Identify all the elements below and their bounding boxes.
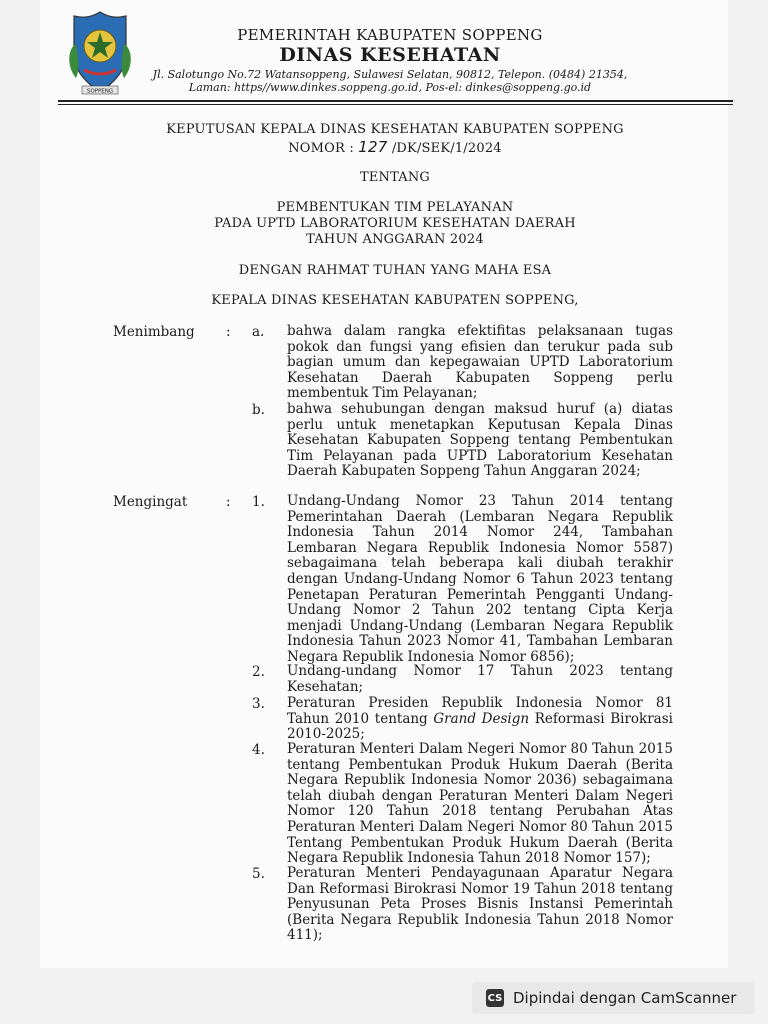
menimbang-mark-b: b. [252,402,265,418]
agency-web-email: Laman: https//www.dinkes.soppeng.go.id, Pos-el: dinkes@soppeng.go.id [188,81,592,94]
mengingat-item-1: Undang-Undang Nomor 23 Tahun 2014 tentang Pemerintahan Daerah (Lembaran Negara Republik Indonesia Tahun 2014 Nomor 244, Tambahan Lembaran Negara Republik Indonesia Nomor 5587) sebagaimana telah beberapa kali diubah terakhir dengan Undang-Undang Nomor 6 Tahun 2023 tentang Penetapan Peraturan Pemerintah Pengganti Undang-Undang Nomor 2 Tahun 202 tentang Cipta Kerja menjadi Undang-Undang (Lembaran Negara Republik Indonesia Tahun 2023 Nomor 41, Tambahan Lembaran Negara Republik Indonesia Nomor 6856); [287,493,673,665]
menimbang-mark-a: a. [252,324,265,340]
item-3-text-start: Peraturan Presiden Republik Indonesia Nomor 81 Tahun 2010 tentang [287,695,673,727]
agency-address: Jl. Salotungo No.72 Watansoppeng, Sulawesi Selatan, 90812, Telepon. (0484) 21354, [152,68,628,81]
item-3-text-end: Reformasi Birokrasi 2010-2025; [287,710,673,743]
menimbang-item-a: bahwa dalam rangka efektifitas pelaksanaan tugas pokok dan fungsi yang efisien dan terukur pada sub bagian umum dan kepegawaian UPTD Laboratorium Kesehatan Daerah Kabupaten Soppeng perlu membentuk Tim Pelayanan; [287,323,673,402]
letterhead [140,26,640,94]
subject-line-2: PADA UPTD LABORATORIUM KESEHATAN DAERAH [214,216,576,231]
item-3-italic-term: Grand Design [433,710,530,727]
camscanner-watermark [472,982,754,1014]
camscanner-icon: CS [486,989,504,1007]
kepala-line: KEPALA DINAS KESEHATAN KABUPATEN SOPPENG, [211,293,579,308]
mengingat-mark-3: 3. [252,696,265,712]
rahmat-line: DENGAN RAHMAT TUHAN YANG MAHA ESA [238,263,552,278]
menimbang-colon: : [226,324,231,340]
decree-number-suffix: /DK/SEK/1/2024 [391,141,502,156]
menimbang-label: Menimbang [113,324,195,340]
mengingat-item-2: Undang-undang Nomor 17 Tahun 2023 tentang Kesehatan; [287,663,673,695]
mengingat-colon: : [226,494,231,510]
subject-line-1: PEMBENTUKAN TIM PELAYANAN [276,200,514,215]
decree-number [100,138,690,156]
mengingat-item-5: Peraturan Menteri Pendayagunaan Aparatur Negara Dan Reformasi Birokrasi Nomor 19 Tahun 2018 tentang Penyusunan Peta Proses Bisnis Instansi Pemerintah (Berita Negara Republik Indonesia Tahun 2018 Nomor 411); [287,865,673,944]
letterhead-rule-thin [58,104,733,105]
tentang-heading: TENTANG [359,170,431,185]
mengingat-item-3 [287,696,673,743]
mengingat-mark-4: 4. [252,742,265,758]
mengingat-item-4: Peraturan Menteri Dalam Negeri Nomor 80 Tahun 2015 tentang Pembentukan Produk Hukum Daerah (Berita Negara Republik Indonesia Nomor 2036) sebagaimana telah diubah dengan Peraturan Menteri Dalam Negeri Nomor 120 Tahun 2018 tentang Perubahan Atas Peraturan Menteri Dalam Negeri Nomor 80 Tahun 2015 Tentang Pembentukan Produk Hukum Daerah (Berita Negara Republik Indonesia Tahun 2018 Nomor 157); [287,741,673,867]
mengingat-label: Mengingat [113,494,188,510]
decree-number-label: NOMOR : [288,141,354,156]
letterhead-rule-thick [58,100,733,102]
mengingat-mark-1: 1. [252,494,265,510]
agency-name: DINAS KESEHATAN [279,44,501,66]
camscanner-text: Dipindai dengan CamScanner [513,989,737,1007]
menimbang-item-b: bahwa sehubungan dengan maksud huruf (a) diatas perlu untuk menetapkan Keputusan Kepala Dinas Kesehatan Kabupaten Soppeng tentang Pembentukan Tim Pelayanan pada UPTD Laboratorium Kesehatan Daerah Kabupaten Soppeng Tahun Anggaran 2024; [287,401,673,480]
decree-title: KEPUTUSAN KEPALA DINAS KESEHATAN KABUPATEN SOPPENG [166,122,624,137]
regency-emblem-logo [62,8,138,98]
mengingat-mark-5: 5. [252,866,265,882]
government-name: PEMERINTAH KABUPATEN SOPPENG [237,26,543,44]
decree-number-handwritten: 127 [358,138,388,156]
subject-line-3: TAHUN ANGGARAN 2024 [306,232,484,247]
logo-lettering: SOPPENG [86,88,114,95]
mengingat-mark-2: 2. [252,664,265,680]
